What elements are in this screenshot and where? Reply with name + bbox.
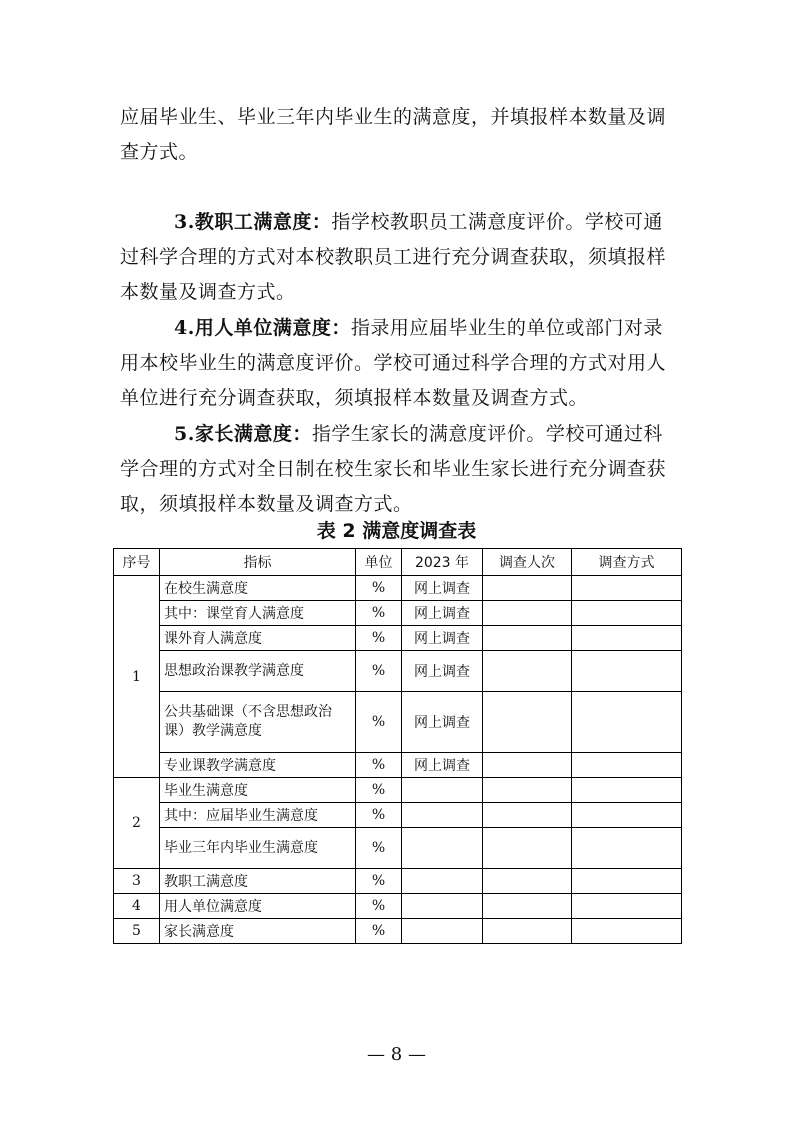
header-2023: 2023 年 [402, 549, 483, 576]
unit-cell: % [356, 626, 402, 651]
method-cell [572, 778, 682, 803]
paragraph-staff-satisfaction [120, 205, 680, 310]
year-2023-cell: 网上调查 [402, 626, 483, 651]
header-indicator: 指标 [160, 549, 356, 576]
respondents-cell [483, 576, 572, 601]
table-row [114, 894, 682, 919]
row-number: 5 [114, 919, 160, 944]
method-cell [572, 828, 682, 869]
indicator-cell: 课外育人满意度 [160, 626, 356, 651]
unit-cell: % [356, 651, 402, 692]
table-row [114, 869, 682, 894]
respondents-cell [483, 894, 572, 919]
header-no: 序号 [114, 549, 160, 576]
indicator-cell: 毕业三年内毕业生满意度 [160, 828, 356, 869]
unit-cell: % [356, 919, 402, 944]
indicator-cell: 毕业生满意度 [160, 778, 356, 803]
paragraph-employer-satisfaction [120, 311, 680, 416]
respondents-cell [483, 869, 572, 894]
header-respondents: 调查人次 [483, 549, 572, 576]
method-cell [572, 576, 682, 601]
page-number: — 8 — [367, 1044, 426, 1065]
year-2023-cell: 网上调查 [402, 601, 483, 626]
year-2023-cell [402, 869, 483, 894]
year-2023-cell: 网上调查 [402, 753, 483, 778]
satisfaction-survey-table [113, 548, 682, 944]
heading-staff-satisfaction: 3.教职工满意度： [174, 211, 332, 233]
table-header-row [114, 549, 682, 576]
indicator-cell: 教职工满意度 [160, 869, 356, 894]
method-cell [572, 869, 682, 894]
unit-cell: % [356, 692, 402, 753]
year-2023-cell: 网上调查 [402, 651, 483, 692]
table-row [114, 919, 682, 944]
unit-cell: % [356, 576, 402, 601]
table-row [114, 803, 682, 828]
table-row [114, 828, 682, 869]
indicator-cell: 公共基础课（不含思想政治课）教学满意度 [160, 692, 356, 753]
respondents-cell [483, 692, 572, 753]
respondents-cell [483, 919, 572, 944]
respondents-cell [483, 601, 572, 626]
year-2023-cell: 网上调查 [402, 692, 483, 753]
method-cell [572, 803, 682, 828]
indicator-cell: 用人单位满意度 [160, 894, 356, 919]
table-row [114, 626, 682, 651]
year-2023-cell: 网上调查 [402, 576, 483, 601]
respondents-cell [483, 651, 572, 692]
indicator-cell: 其中：课堂育人满意度 [160, 601, 356, 626]
row-number: 1 [114, 576, 160, 778]
heading-parent-satisfaction: 5.家长满意度： [174, 423, 312, 445]
respondents-cell [483, 778, 572, 803]
respondents-cell [483, 753, 572, 778]
unit-cell: % [356, 869, 402, 894]
unit-cell: % [356, 894, 402, 919]
table-title: 表 2 满意度调查表 [316, 520, 477, 542]
text-parent-satisfaction: 指学生家长的满意度评价。学校可通过科学合理的方式对全日制在校生家长和毕业生家长进行充分调查获取，须填报样本数量及调查方式。 [120, 423, 667, 515]
method-cell [572, 651, 682, 692]
paragraph-continuation: 应届毕业生、毕业三年内毕业生的满意度，并填报样本数量及调查方式。 [120, 106, 667, 163]
header-method: 调查方式 [572, 549, 682, 576]
indicator-cell: 思想政治课教学满意度 [160, 651, 356, 692]
table-row [114, 651, 682, 692]
table-row [114, 753, 682, 778]
table-row [114, 601, 682, 626]
respondents-cell [483, 626, 572, 651]
unit-cell: % [356, 601, 402, 626]
header-unit: 单位 [356, 549, 402, 576]
indicator-cell: 家长满意度 [160, 919, 356, 944]
method-cell [572, 601, 682, 626]
row-number: 4 [114, 894, 160, 919]
paragraph-parent-satisfaction [120, 417, 680, 522]
respondents-cell [483, 803, 572, 828]
year-2023-cell [402, 828, 483, 869]
unit-cell: % [356, 753, 402, 778]
table-row [114, 778, 682, 803]
unit-cell: % [356, 778, 402, 803]
row-number: 3 [114, 869, 160, 894]
year-2023-cell [402, 919, 483, 944]
method-cell [572, 753, 682, 778]
table-row [114, 692, 682, 753]
indicator-cell: 专业课教学满意度 [160, 753, 356, 778]
method-cell [572, 894, 682, 919]
indicator-cell: 在校生满意度 [160, 576, 356, 601]
row-number: 2 [114, 778, 160, 869]
heading-employer-satisfaction: 4.用人单位满意度： [174, 317, 351, 339]
year-2023-cell [402, 778, 483, 803]
text-staff-satisfaction: 指学校教职员工满意度评价。学校可通过科学合理的方式对本校教职员工进行充分调查获取，须填报样本数量及调查方式。 [120, 211, 667, 303]
text-employer-satisfaction: 指录用应届毕业生的单位或部门对录用本校毕业生的满意度评价。学校可通过科学合理的方式对用人单位进行充分调查获取，须填报样本数量及调查方式。 [120, 317, 667, 409]
method-cell [572, 919, 682, 944]
unit-cell: % [356, 803, 402, 828]
unit-cell: % [356, 828, 402, 869]
method-cell [572, 692, 682, 753]
year-2023-cell [402, 803, 483, 828]
respondents-cell [483, 828, 572, 869]
indicator-cell: 其中：应届毕业生满意度 [160, 803, 356, 828]
year-2023-cell [402, 894, 483, 919]
table-row [114, 576, 682, 601]
method-cell [572, 626, 682, 651]
